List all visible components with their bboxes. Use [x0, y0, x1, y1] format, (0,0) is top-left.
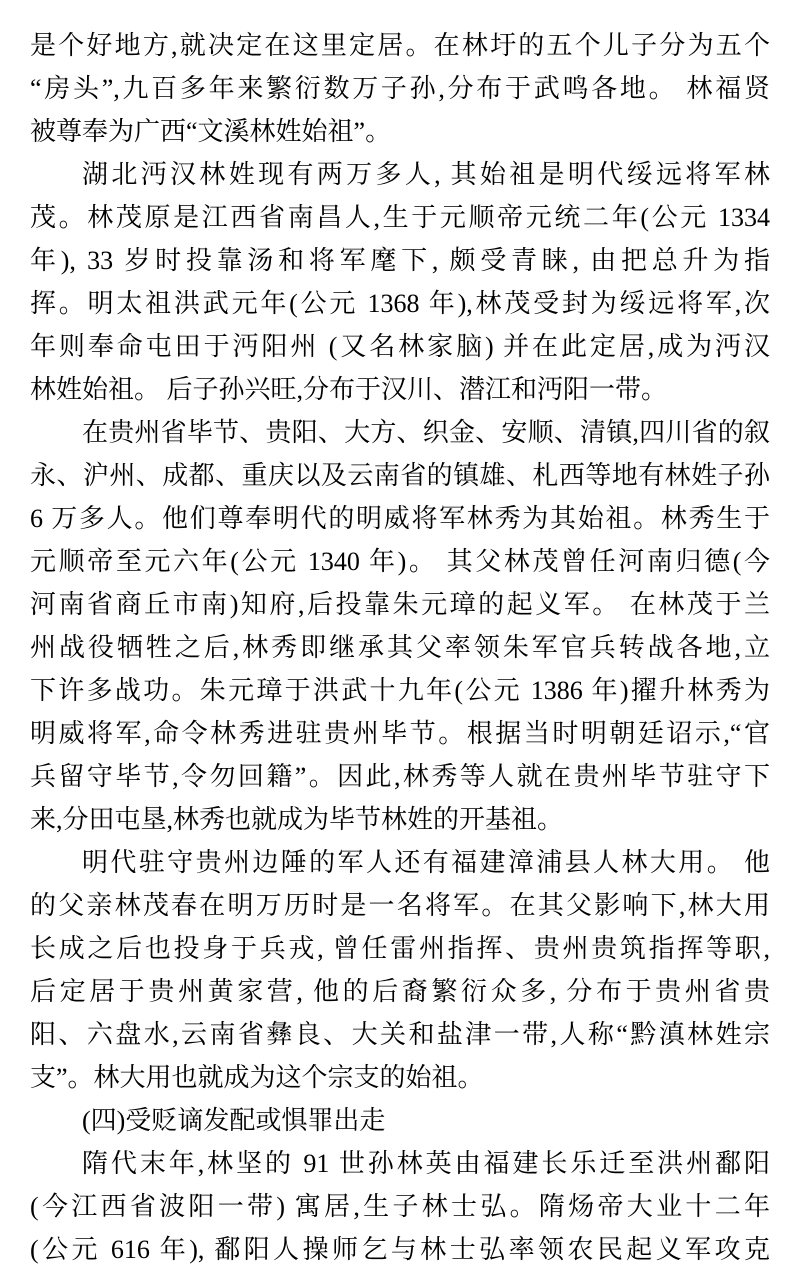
- text-line: 挥。明太祖洪武元年(公元 1368 年),林茂受封为绥远将军,次: [30, 289, 770, 318]
- text-line: 在贵州省毕节、贵阳、大方、织金、安顺、清镇,四川省的叙: [82, 418, 770, 447]
- text-line: 是个好地方,就决定在这里定居。在林圩的五个儿子分为五个: [30, 31, 770, 60]
- text-line: 阳、六盘水,云南省彝良、大关和盐津一带,人称“黔滇林姓宗: [30, 1020, 770, 1049]
- text-line: 州战役牺牲之后,林秀即继承其父率领朱军官兵转战各地,立: [30, 633, 770, 662]
- text-column: [30, 24, 770, 1271]
- section-heading: (四)受贬谪发配或惧罪出走: [82, 1106, 386, 1135]
- text-line: 湖北沔汉林姓现有两万多人, 其始祖是明代绥远将军林: [82, 160, 770, 189]
- text-line: 长成之后也投身于兵戎, 曾任雷州指挥、贵州贵筑指挥等职,: [30, 934, 770, 963]
- text-line: 被尊奉为广西“文溪林姓始祖”。: [30, 117, 392, 146]
- text-line: (公元 616 年), 鄱阳人操师乞与林士弘率领农民起义军攻克: [30, 1235, 770, 1264]
- text-line: 的父亲林茂春在明万历时是一名将军。在其父影响下,林大用: [30, 891, 770, 920]
- text-line: 6 万多人。他们尊奉明代的明威将军林秀为其始祖。林秀生于: [30, 504, 770, 533]
- text-line: 兵留守毕节,令勿回籍”。因此,林秀等人就在贵州毕节驻守下: [30, 762, 770, 791]
- text-line: 林姓始祖。 后子孙兴旺,分布于汉川、潜江和沔阳一带。: [30, 375, 668, 404]
- text-line: 年则奉命屯田于沔阳州 (又名林家脑) 并在此定居,成为沔汉: [30, 332, 770, 361]
- text-line: 隋代末年,林坚的 91 世孙林英由福建长乐迁至洪州鄱阳: [82, 1149, 770, 1178]
- text-line: (今江西省波阳一带) 寓居,生子林士弘。隋炀帝大业十二年: [30, 1192, 770, 1221]
- text-line: 永、沪州、成都、重庆以及云南省的镇雄、札西等地有林姓子孙: [30, 461, 770, 490]
- text-line: 来,分田屯垦,林秀也就成为毕节林姓的开基祖。: [30, 805, 564, 834]
- text-line: 后定居于贵州黄家营, 他的后裔繁衍众多, 分布于贵州省贵: [30, 977, 770, 1006]
- text-line: 明威将军,命令林秀进驻贵州毕节。根据当时明朝廷诏示,“官: [30, 719, 770, 748]
- text-line: 年), 33 岁时投靠汤和将军麾下, 颇受青睐, 由把总升为指: [30, 246, 770, 275]
- text-line: 支”。林大用也就成为这个宗支的始祖。: [30, 1063, 484, 1092]
- text-line: 元顺帝至元六年(公元 1340 年)。 其父林茂曾任河南归德(今: [30, 547, 770, 576]
- text-line: 河南省商丘市南)知府,后投靠朱元璋的起义军。 在林茂于兰: [30, 590, 770, 619]
- text-line: “房头”,九百多年来繁衍数万子孙,分布于武鸣各地。 林福贤: [30, 74, 770, 103]
- text-line: 下许多战功。朱元璋于洪武十九年(公元 1386 年)擢升林秀为: [30, 676, 770, 705]
- text-line: 明代驻守贵州边陲的军人还有福建漳浦县人林大用。 他: [82, 848, 770, 877]
- text-line: 茂。林茂原是江西省南昌人,生于元顺帝元统二年(公元 1334: [30, 203, 770, 232]
